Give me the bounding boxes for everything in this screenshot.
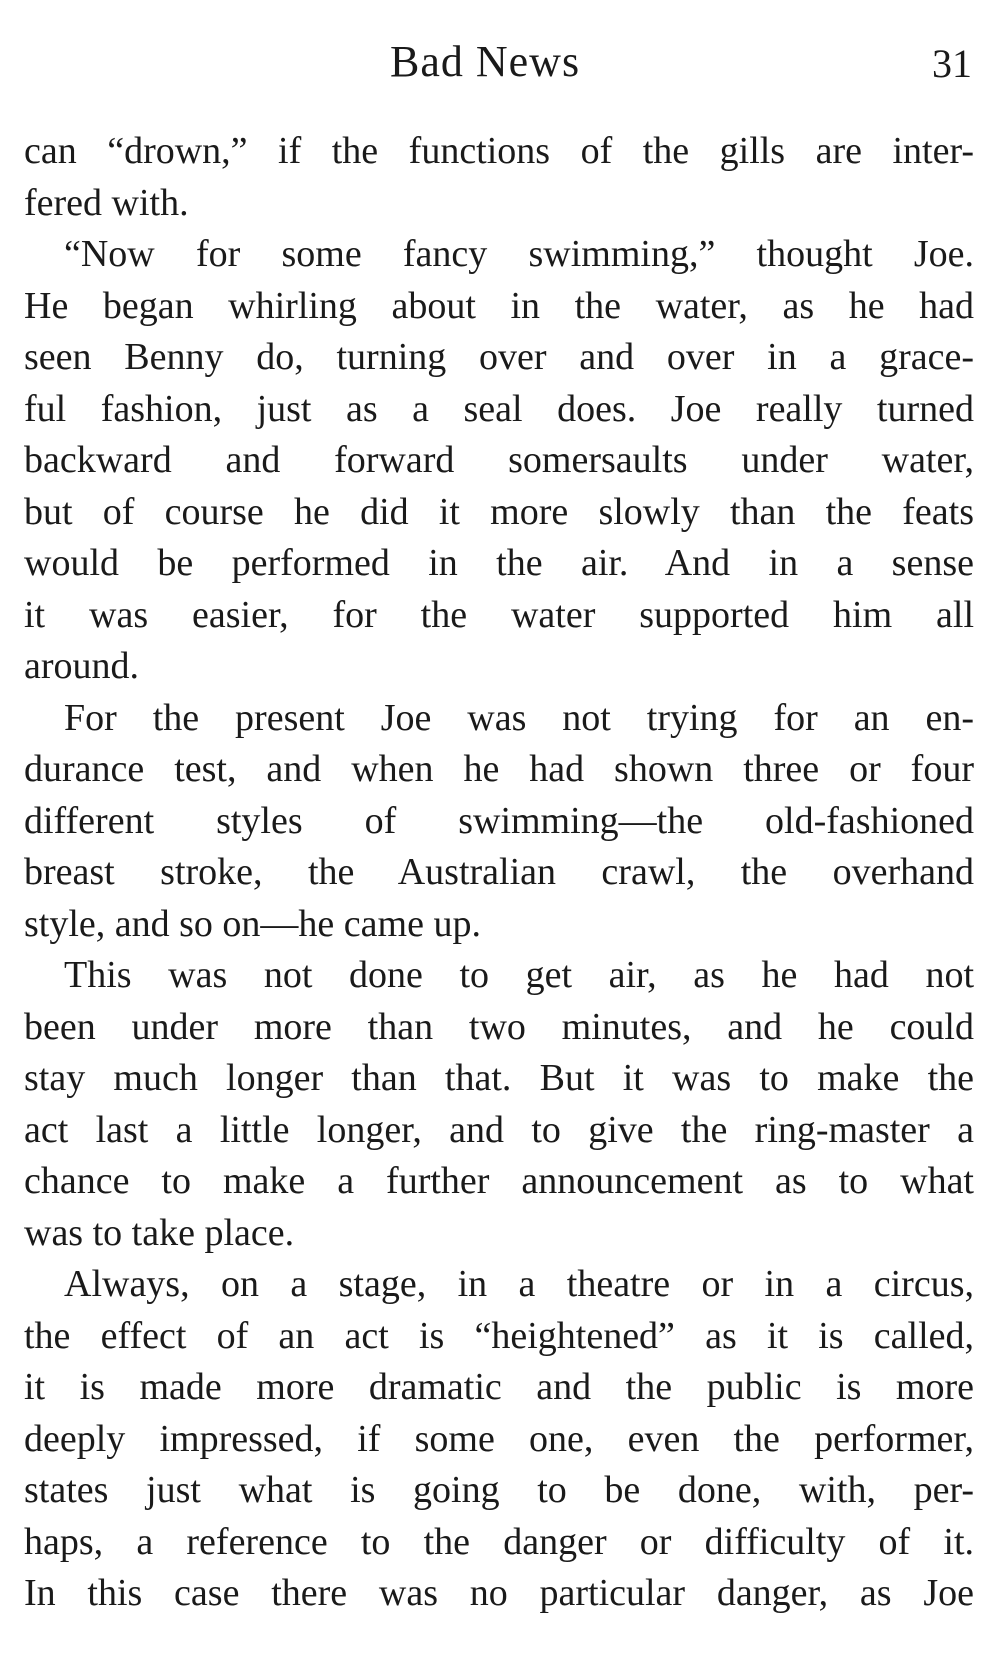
- text-line: but of course he did it more slowly than the feats: [24, 490, 974, 533]
- text-line: states just what is going to be done, with, per-: [24, 1469, 974, 1511]
- paragraph: [24, 229, 974, 693]
- text-line: seen Benny do, turning over and over in a grace-: [24, 336, 974, 378]
- text-line: can “drown,” if the functions of the gills are inter-: [24, 130, 974, 172]
- text-line: the effect of an act is “heightened” as it is called,: [24, 1314, 974, 1357]
- paragraph: [24, 950, 974, 1259]
- paragraph: [24, 126, 974, 229]
- text-line: This was not done to get air, as he had not: [64, 954, 974, 996]
- running-head: [0, 36, 1000, 96]
- paragraph: [24, 1259, 974, 1620]
- text-line: fered with.: [24, 181, 189, 224]
- text-line: deeply impressed, if some one, even the performer,: [24, 1417, 974, 1460]
- text-line: act last a little longer, and to give the ring-master a: [24, 1108, 974, 1151]
- page-number: 31: [932, 41, 972, 86]
- text-line: would be performed in the air. And in a sense: [24, 542, 974, 584]
- text-line: In this case there was no particular danger, as Joe: [24, 1572, 974, 1614]
- text-line: backward and forward somersaults under water,: [24, 439, 974, 481]
- text-line: For the present Joe was not trying for an en-: [64, 696, 974, 739]
- text-line: been under more than two minutes, and he could: [24, 1005, 974, 1048]
- text-line: it was easier, for the water supported him all: [24, 593, 974, 636]
- text-line: breast stroke, the Australian crawl, the overhand: [24, 851, 974, 893]
- text-line: chance to make a further announcement as to what: [24, 1160, 974, 1202]
- text-line: around.: [24, 645, 140, 687]
- text-line: ful fashion, just as a seal does. Joe really turned: [24, 387, 974, 430]
- text-line: it is made more dramatic and the public is more: [24, 1366, 974, 1408]
- text-line: style, and so on—he came up.: [24, 902, 481, 945]
- text-line: was to take place.: [24, 1211, 295, 1254]
- text-line: different styles of swimming—the old-fashioned: [24, 799, 974, 842]
- text-line: stay much longer than that. But it was to make the: [24, 1057, 974, 1099]
- text-line: haps, a reference to the danger or difficulty of it.: [24, 1520, 974, 1563]
- paragraph: [24, 693, 974, 951]
- text-line: He began whirling about in the water, as he had: [24, 284, 974, 327]
- body-text: [24, 126, 974, 1620]
- text-line: “Now for some fancy swimming,” thought Joe.: [64, 233, 974, 275]
- text-line: durance test, and when he had shown three or four: [24, 748, 974, 790]
- chapter-title: Bad News: [390, 37, 581, 86]
- text-line: Always, on a stage, in a theatre or in a circus,: [64, 1263, 974, 1305]
